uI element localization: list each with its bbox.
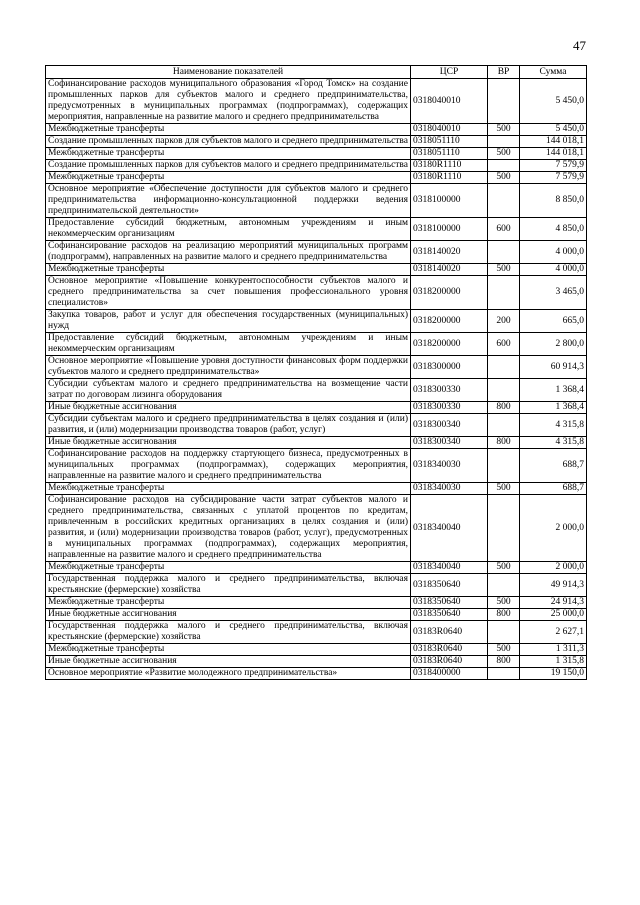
cell-name: Основное мероприятие «Обеспечение доступности для субъектов малого и среднего предпринимательства информационно-консультационной поддержки ведения предпринимательской деятельности»	[46, 184, 411, 218]
cell-sum: 2 627,1	[520, 621, 587, 644]
table-row	[46, 184, 587, 218]
page-number: 47	[573, 38, 586, 53]
cell-name: Межбюджетные трансферты	[46, 148, 411, 160]
cell-sum: 5 450,0	[520, 124, 587, 136]
cell-sum: 144 018,1	[520, 136, 587, 148]
table-row	[46, 562, 587, 574]
table-row	[46, 136, 587, 148]
cell-name: Основное мероприятие «Повышение уровня доступности финансовых форм поддержки субъектов малого и среднего предпринимательства»	[46, 356, 411, 379]
cell-csr: 0318040010	[411, 124, 488, 136]
cell-csr: 0318100000	[411, 218, 488, 241]
cell-csr: 0318350640	[411, 574, 488, 597]
cell-csr: 0318340040	[411, 495, 488, 562]
cell-vr: 800	[488, 656, 520, 668]
table-row	[46, 495, 587, 562]
cell-vr	[488, 136, 520, 148]
cell-csr: 0318340040	[411, 562, 488, 574]
table-row	[46, 644, 587, 656]
table-row	[46, 574, 587, 597]
cell-vr: 600	[488, 218, 520, 241]
cell-vr	[488, 184, 520, 218]
table-row	[46, 414, 587, 437]
cell-name: Межбюджетные трансферты	[46, 562, 411, 574]
cell-name: Иные бюджетные ассигнования	[46, 656, 411, 668]
cell-vr: 200	[488, 310, 520, 333]
cell-name: Предоставление субсидий бюджетным, автономным учреждениям и иным некоммерческим организациям	[46, 218, 411, 241]
cell-csr: 0318340030	[411, 483, 488, 495]
cell-vr: 500	[488, 148, 520, 160]
cell-name: Межбюджетные трансферты	[46, 483, 411, 495]
table-row	[46, 356, 587, 379]
cell-vr	[488, 79, 520, 124]
budget-table	[45, 65, 587, 680]
cell-csr: 0318300000	[411, 356, 488, 379]
cell-name: Основное мероприятие «Повышение конкурентоспособности субъектов малого и среднего предпринимательства за счет повышения профессионального уровня специалистов»	[46, 276, 411, 310]
table-row	[46, 124, 587, 136]
cell-sum: 60 914,3	[520, 356, 587, 379]
cell-sum: 19 150,0	[520, 668, 587, 680]
cell-sum: 4 000,0	[520, 264, 587, 276]
table-body	[46, 79, 587, 680]
cell-vr: 600	[488, 333, 520, 356]
header-csr: ЦСР	[411, 66, 488, 79]
cell-sum: 688,7	[520, 483, 587, 495]
cell-vr	[488, 621, 520, 644]
cell-name: Иные бюджетные ассигнования	[46, 402, 411, 414]
cell-vr: 500	[488, 172, 520, 184]
cell-sum: 2 000,0	[520, 562, 587, 574]
table-row	[46, 160, 587, 172]
cell-sum: 5 450,0	[520, 79, 587, 124]
cell-csr: 0318300330	[411, 402, 488, 414]
cell-sum: 1 315,8	[520, 656, 587, 668]
table-row	[46, 241, 587, 264]
cell-vr: 500	[488, 597, 520, 609]
cell-sum: 4 000,0	[520, 241, 587, 264]
table-row	[46, 79, 587, 124]
cell-vr	[488, 356, 520, 379]
cell-csr: 03180R1110	[411, 160, 488, 172]
cell-name: Софинансирование расходов на поддержку стартующего бизнеса, предусмотренных в муниципальных программах (подпрограммах), содержащих мероприятия, направленные на развитие малого и среднего предпринимательства	[46, 449, 411, 483]
cell-sum: 1 368,4	[520, 379, 587, 402]
cell-sum: 3 465,0	[520, 276, 587, 310]
cell-name: Субсидии субъектам малого и среднего предпринимательства на возмещение части затрат по договорам лизинга оборудования	[46, 379, 411, 402]
cell-vr	[488, 379, 520, 402]
cell-name: Межбюджетные трансферты	[46, 172, 411, 184]
cell-vr	[488, 495, 520, 562]
cell-csr: 03183R0640	[411, 621, 488, 644]
cell-csr: 0318051110	[411, 148, 488, 160]
cell-name: Предоставление субсидий бюджетным, автономным учреждениям и иным некоммерческим организациям	[46, 333, 411, 356]
cell-csr: 0318140020	[411, 264, 488, 276]
cell-name: Софинансирование расходов муниципального образования «Город Томск» на создание промышленных парков для субъектов малого и среднего предпринимательства, предусмотренных в муниципальных программах (подпрограммах), содержащих мероприятия, направленные на развитие малого и среднего предпринимательства	[46, 79, 411, 124]
cell-csr: 0318200000	[411, 276, 488, 310]
cell-vr: 800	[488, 402, 520, 414]
cell-name: Иные бюджетные ассигнования	[46, 437, 411, 449]
cell-vr: 500	[488, 644, 520, 656]
header-sum: Сумма	[520, 66, 587, 79]
cell-name: Создание промышленных парков для субъектов малого и среднего предпринимательства	[46, 136, 411, 148]
cell-sum: 4 315,8	[520, 414, 587, 437]
cell-sum: 7 579,9	[520, 172, 587, 184]
table-row	[46, 310, 587, 333]
cell-name: Субсидии субъектам малого и среднего предпринимательства в целях создания и (или) развития, и (или) модернизации производства товаров (работ, услуг)	[46, 414, 411, 437]
cell-sum: 4 850,0	[520, 218, 587, 241]
table-row	[46, 333, 587, 356]
cell-vr	[488, 668, 520, 680]
cell-csr: 0318300340	[411, 414, 488, 437]
table-row	[46, 437, 587, 449]
cell-csr: 0318100000	[411, 184, 488, 218]
cell-name: Межбюджетные трансферты	[46, 644, 411, 656]
table-row	[46, 218, 587, 241]
cell-name: Закупка товаров, работ и услуг для обеспечения государственных (муниципальных) нужд	[46, 310, 411, 333]
table-row	[46, 402, 587, 414]
cell-sum: 49 914,3	[520, 574, 587, 597]
cell-vr: 500	[488, 124, 520, 136]
cell-sum: 25 000,0	[520, 609, 587, 621]
table-row	[46, 609, 587, 621]
cell-sum: 1 368,4	[520, 402, 587, 414]
table-row	[46, 264, 587, 276]
cell-csr: 03183R0640	[411, 656, 488, 668]
cell-sum: 24 914,3	[520, 597, 587, 609]
cell-sum: 688,7	[520, 449, 587, 483]
cell-vr	[488, 241, 520, 264]
cell-sum: 8 850,0	[520, 184, 587, 218]
table-row	[46, 276, 587, 310]
table-header-row	[46, 66, 587, 79]
cell-csr: 0318350640	[411, 609, 488, 621]
cell-csr: 0318350640	[411, 597, 488, 609]
cell-name: Государственная поддержка малого и среднего предпринимательства, включая крестьянские (фермерские) хозяйства	[46, 621, 411, 644]
cell-csr: 03180R1110	[411, 172, 488, 184]
cell-name: Софинансирование расходов на реализацию мероприятий муниципальных программ (подпрограмм), направленных на развитие малого и среднего предпринимательства	[46, 241, 411, 264]
cell-name: Межбюджетные трансферты	[46, 124, 411, 136]
cell-name: Софинансирование расходов на субсидирование части затрат субъектов малого и среднего предпринимательства, связанных с уплатой процентов по кредитам, привлеченным в российских кредитных организациях в целях создания и (или) развития, и (или) модернизации производства товаров (работ, услуг), предусмотренных в муниципальных программах (подпрограммах), содержащих мероприятия, направленные на развитие малого и среднего предпринимательства	[46, 495, 411, 562]
table-row	[46, 597, 587, 609]
table-row	[46, 668, 587, 680]
cell-sum: 144 018,1	[520, 148, 587, 160]
cell-name: Создание промышленных парков для субъектов малого и среднего предпринимательства	[46, 160, 411, 172]
cell-sum: 2 000,0	[520, 495, 587, 562]
cell-vr: 800	[488, 437, 520, 449]
cell-vr	[488, 574, 520, 597]
cell-csr: 0318300330	[411, 379, 488, 402]
cell-name: Основное мероприятие «Развитие молодежного предпринимательства»	[46, 668, 411, 680]
cell-csr: 0318140020	[411, 241, 488, 264]
cell-vr: 500	[488, 483, 520, 495]
header-name: Наименование показателей	[46, 66, 411, 79]
cell-name: Межбюджетные трансферты	[46, 597, 411, 609]
cell-csr: 03183R0640	[411, 644, 488, 656]
cell-csr: 0318200000	[411, 333, 488, 356]
cell-vr	[488, 160, 520, 172]
table-row	[46, 449, 587, 483]
table-row	[46, 621, 587, 644]
cell-csr: 0318300340	[411, 437, 488, 449]
cell-vr: 500	[488, 264, 520, 276]
cell-sum: 2 800,0	[520, 333, 587, 356]
cell-name: Государственная поддержка малого и среднего предпринимательства, включая крестьянские (фермерские) хозяйства	[46, 574, 411, 597]
table-row	[46, 148, 587, 160]
table-row	[46, 172, 587, 184]
cell-csr: 0318340030	[411, 449, 488, 483]
cell-sum: 665,0	[520, 310, 587, 333]
cell-csr: 0318200000	[411, 310, 488, 333]
cell-sum: 1 311,3	[520, 644, 587, 656]
cell-sum: 7 579,9	[520, 160, 587, 172]
cell-name: Иные бюджетные ассигнования	[46, 609, 411, 621]
cell-vr	[488, 276, 520, 310]
cell-csr: 0318400000	[411, 668, 488, 680]
cell-name: Межбюджетные трансферты	[46, 264, 411, 276]
cell-sum: 4 315,8	[520, 437, 587, 449]
table-row	[46, 656, 587, 668]
cell-vr	[488, 449, 520, 483]
table-row	[46, 483, 587, 495]
header-vr: ВР	[488, 66, 520, 79]
cell-vr: 500	[488, 562, 520, 574]
cell-vr	[488, 414, 520, 437]
table-row	[46, 379, 587, 402]
cell-vr: 800	[488, 609, 520, 621]
cell-csr: 0318040010	[411, 79, 488, 124]
cell-csr: 0318051110	[411, 136, 488, 148]
